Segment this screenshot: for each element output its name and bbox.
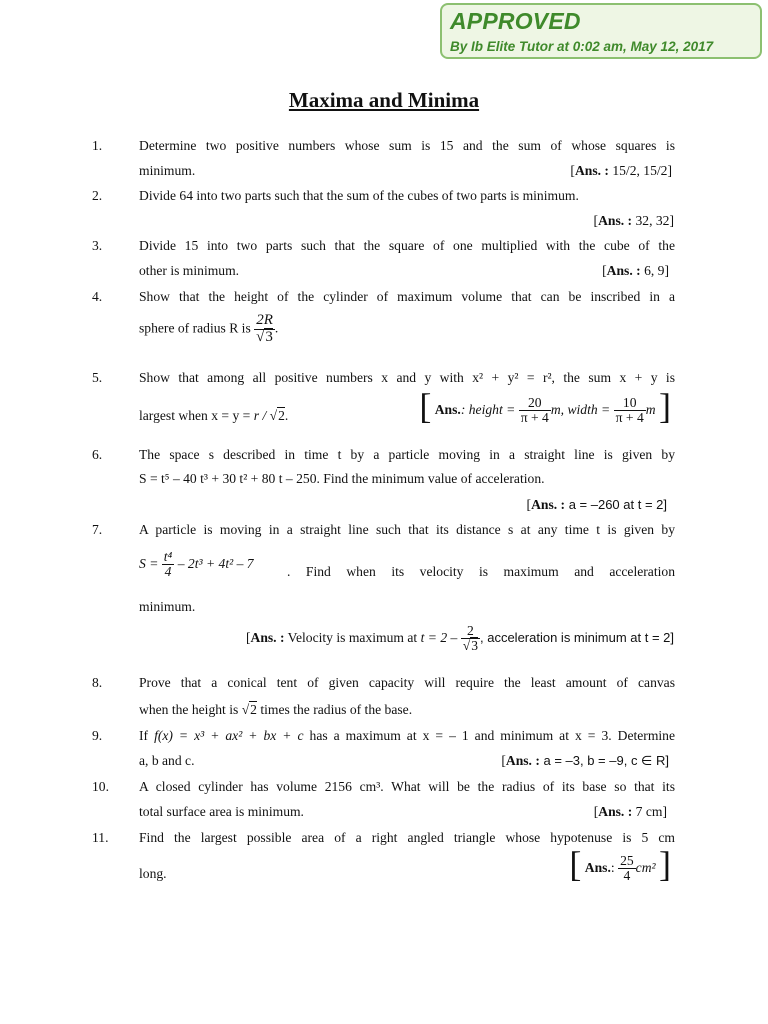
fraction-numerator: 2 (461, 624, 480, 639)
question-line: The space s described in time t by a particle moving in a straight line is given by (139, 447, 675, 462)
sqrt-radicand: 3 (265, 328, 273, 345)
fraction (254, 313, 275, 346)
question-number: 7. (92, 522, 103, 537)
fraction-numerator: 25 (620, 853, 634, 868)
question-line: long. (139, 866, 167, 881)
answer: [Ans. : a = –3, b = –9, c ∈ R] (501, 753, 669, 768)
question-line: Divide 64 into two parts such that the sum of the cubes of two parts is minimum. (139, 188, 579, 203)
question-line: total surface area is minimum. (139, 804, 304, 819)
fraction (519, 396, 551, 426)
question-line: when the height is √2 times the radius of the base. (139, 702, 413, 717)
question-number: 5. (92, 370, 103, 385)
question-line: a, b and c. (139, 753, 195, 768)
question-number: 9. (92, 728, 103, 743)
answer-label: Ans. (584, 859, 611, 875)
question-number: 6. (92, 447, 103, 462)
page-title: Maxima and Minima (288, 88, 480, 112)
question-line: A particle is moving in a straight line such that its distance s at any time t is given by (139, 522, 675, 537)
question-number: 8. (92, 675, 103, 690)
question-line-text: when the height is (139, 702, 239, 717)
answer-colon: : (610, 859, 615, 875)
fraction (618, 854, 636, 884)
question-number: 1. (92, 138, 103, 153)
answer (139, 843, 671, 884)
answer-text: m, width = (550, 401, 611, 417)
answer: [Ans. : a = –260 at t = 2] (526, 497, 667, 512)
fraction-numerator: t⁴ (163, 549, 173, 564)
answer-value: 6, 9] (640, 263, 669, 278)
question-number: 4. (92, 289, 103, 304)
answer: [Ans. : 15/2, 15/2] (570, 163, 672, 178)
left-bracket: [ (419, 385, 432, 426)
question-number: 2. (92, 188, 103, 203)
question-line: Divide 15 into two parts such that the square of one multiplied with the cube of the (139, 238, 675, 253)
approved-stamp (440, 3, 762, 59)
sqrt-radicand: 2 (278, 408, 285, 423)
question-line: . Find when its velocity is maximum and acceleration (287, 564, 675, 579)
question-line-text: If (139, 728, 155, 743)
answer-label: Ans. : (531, 497, 566, 512)
fraction-denominator: √3 (256, 328, 273, 345)
answer-label: Ans. (434, 401, 461, 417)
question-line: Find the largest possible area of a right angled triangle whose hypotenuse is 5 cm (139, 830, 675, 845)
left-bracket: [ (569, 843, 582, 884)
fraction-denominator: √3 (462, 638, 478, 654)
right-bracket: ] (659, 385, 671, 426)
math-expression: f(x) = x³ + ax² + bx + c (154, 728, 304, 743)
answer (139, 385, 671, 426)
fraction-numerator: 10 (614, 396, 646, 411)
fraction-denominator: 4 (164, 564, 172, 580)
answer: [Ans. : 32, 32] (593, 213, 674, 228)
math-expression: t = 2 – (420, 629, 458, 645)
question-line-text: largest when x = y = (139, 408, 251, 423)
answer-label: Ans. : (505, 753, 540, 768)
question-number: 11. (92, 830, 109, 845)
question-line: other is minimum. (139, 263, 240, 278)
answer-label: Ans. : (598, 804, 633, 819)
question-line: Show that among all positive numbers x and y with x² + y² = r², the sum x + y is (139, 370, 675, 385)
answer-value: 15/2, 15/2] (608, 163, 672, 178)
fraction-numerator: 2R (254, 313, 275, 330)
stamp-subtitle: By Ib Elite Tutor at 0:02 am, May 12, 2017 (450, 39, 714, 54)
question-line: S = t⁵ – 40 t³ + 30 t² + 80 t – 250. Find the minimum value of acceleration. (139, 471, 545, 486)
question-line: A closed cylinder has volume 2156 cm³. What will be the radius of its base so that its (139, 779, 675, 794)
sqrt-radicand: 2 (250, 702, 257, 717)
fraction-numerator: 20 (519, 396, 551, 411)
fraction-denominator: π + 4 (520, 410, 549, 426)
answer-text: , acceleration is minimum at t = 2] (480, 629, 674, 645)
answer: [Ans. : 7 cm] (593, 804, 667, 819)
fraction-denominator: 4 (623, 868, 631, 884)
answer-text: m (645, 401, 656, 417)
fraction (461, 624, 480, 654)
answer: [Ans. : 6, 9] (602, 263, 669, 278)
question-line (139, 313, 675, 346)
question-line: minimum. (139, 163, 196, 178)
right-bracket: ] (659, 843, 671, 884)
sqrt-radicand: 3 (471, 638, 478, 654)
answer-text: : height = (460, 401, 516, 417)
answer-value: 32, 32] (632, 213, 674, 228)
answer-value: a = –260 at t = 2] (565, 497, 667, 512)
question-line-text: has a maximum at x = – 1 and minimum at x = 3. Determine (303, 728, 676, 743)
answer-label: Ans. : (606, 263, 641, 278)
answer-unit: cm² (635, 859, 656, 875)
answer-text: Velocity is maximum at (284, 629, 418, 645)
question-line: largest when x = y = r / √2. (139, 408, 289, 423)
question-line-text: times the radius of the base. (260, 702, 413, 717)
question-line-text: sphere of radius R is (139, 320, 251, 336)
question-line: minimum. (139, 599, 196, 614)
stamp-title: APPROVED (450, 8, 581, 34)
question-line: Prove that a conical tent of given capacity will require the least amount of canvas (139, 675, 675, 690)
question-line: Determine two positive numbers whose sum is 15 and the sum of whose squares is (139, 138, 675, 153)
math-expression: r / (253, 408, 270, 423)
question-line: Show that the height of the cylinder of maximum volume that can be inscribed in a (139, 289, 675, 304)
fraction-denominator: π + 4 (615, 410, 644, 426)
fraction (614, 396, 646, 426)
question-line (139, 728, 675, 744)
period: . (284, 408, 289, 423)
period: . (274, 320, 279, 336)
answer-label: Ans. : (250, 629, 285, 645)
math-expression: – 2t³ + 4t² – 7 (177, 555, 254, 571)
fraction (162, 550, 175, 580)
answer: [Ans. : Velocity is maximum at t = 2 – $\frac{2}{√3}$ , acceleration is minimum at t = 2] (245, 623, 674, 654)
answer-label: Ans. : (574, 163, 609, 178)
question-number: 3. (92, 238, 103, 253)
question-number: 10. (92, 779, 109, 794)
answer-value: a = –3, b = –9, c ∈ R] (539, 753, 669, 768)
answer-label: Ans. : (598, 213, 633, 228)
math-expression: S = (139, 555, 159, 571)
answer-value: 7 cm] (632, 804, 667, 819)
